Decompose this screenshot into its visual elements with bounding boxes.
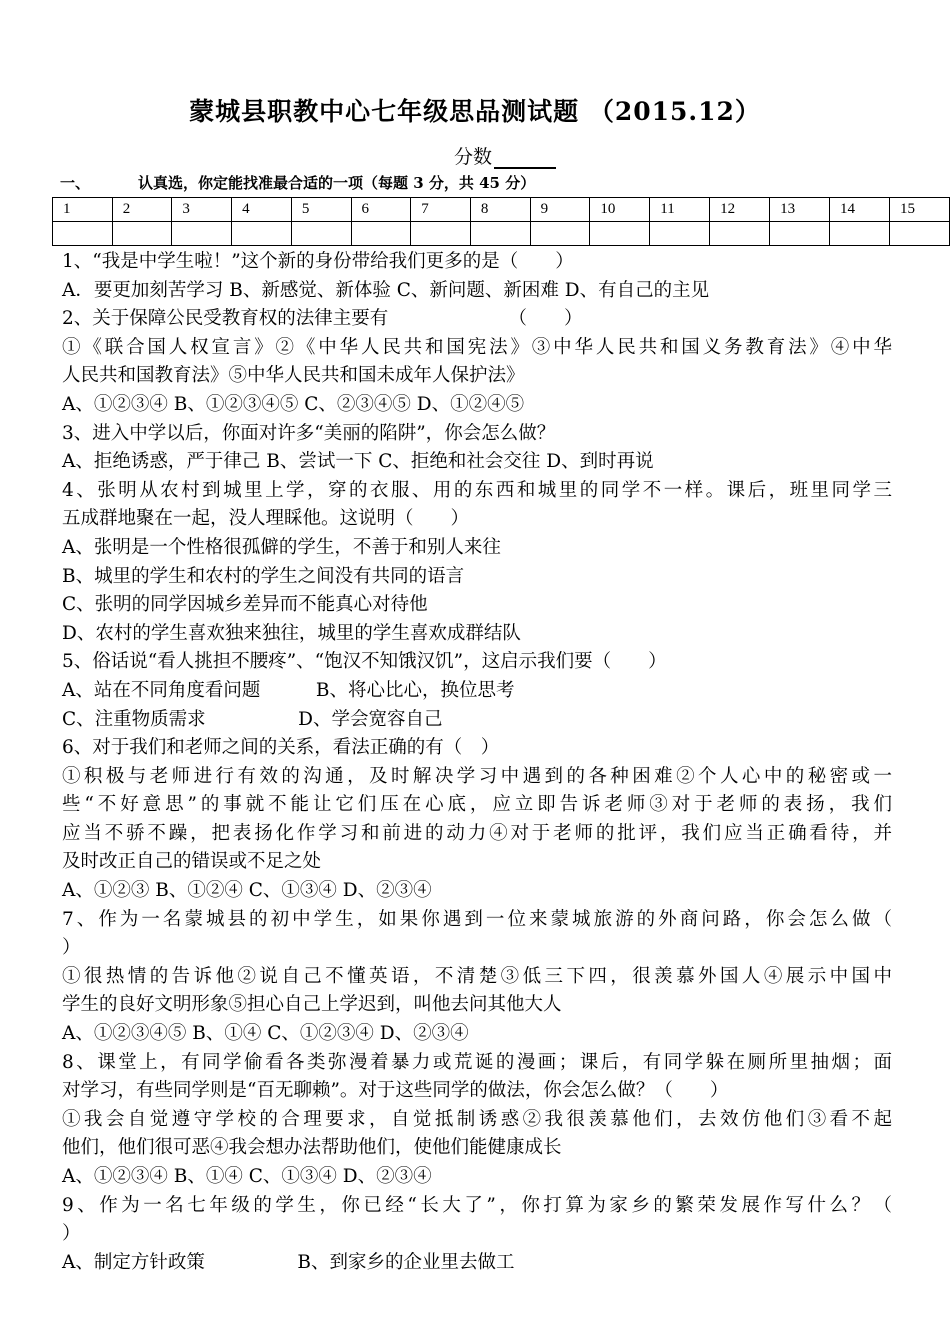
question-2-stem: 2、关于保障公民受教育权的法律主要有 （ ） [62,308,583,330]
answer-grid-header: 14 [830,198,890,222]
answer-grid-header: 2 [112,198,172,222]
answer-cell[interactable] [530,222,590,246]
question-3-stem: 3、进入中学以后，你面对许多“美丽的陷阱”，你会怎么做？ [62,422,556,444]
answer-grid-header: 11 [650,198,710,222]
question-6-stem: 6、对于我们和老师之间的关系，看法正确的有（ ） [62,737,500,759]
answer-cell[interactable] [770,222,830,246]
answer-cell[interactable] [470,222,530,246]
answer-cell[interactable] [291,222,351,246]
question-2-options: A、①②③④ B、①②③④⑤ C、②③④⑤ D、①②④⑤ [62,393,525,415]
section-instruction: 认真选，你定能找准最合适的一项（每题 3 分，共 45 分） [138,174,536,192]
answer-cell[interactable] [172,222,232,246]
question-1-options: A．要更加刻苦学习 B、新感觉、新体验 C、新问题、新困难 D、有自己的主见 [62,279,710,301]
question-5-options-ab: A、站在不同角度看问题 B、将心比心，换位思考 [62,679,515,701]
section-number: 一、 [60,174,91,192]
question-4-option-b: B、城里的学生和农村的学生之间没有共同的语言 [62,565,465,587]
answer-grid-header: 4 [232,198,292,222]
question-8-stem-cont: 对学习，有些同学则是“百无聊赖”。对于这些同学的做法，你会怎么做？（ ） [62,1080,729,1102]
answer-grid-header: 3 [172,198,232,222]
question-8-statements-cont: 他们，他们很可恶④我会想办法帮助他们，使他们能健康成长 [62,1137,562,1159]
answer-grid-header: 10 [590,198,650,222]
question-2-statements: ①《联合国人权宣言》②《中华人民共和国宪法》③中华人民共和国义务教育法》④中华 [62,336,892,358]
answer-grid-header: 15 [889,198,949,222]
answer-cell[interactable] [650,222,710,246]
score-field [454,142,556,169]
answer-grid-header: 6 [351,198,411,222]
question-6-statements: ①积极与老师进行有效的沟通，及时解决学习中遇到的各种困难②个人心中的秘密或一 [62,765,892,787]
question-7-stem-cont: ） [62,937,81,959]
question-body [62,248,892,1277]
answer-cell[interactable] [590,222,650,246]
question-3-options: A、拒绝诱惑，严于律己 B、尝试一下 C、拒绝和社会交往 D、到时再说 [62,451,654,473]
answer-grid [52,197,950,246]
answer-grid-header: 13 [770,198,830,222]
answer-cell[interactable] [830,222,890,246]
question-4-stem: 4、张明从农村到城里上学，穿的衣服、用的东西和城里的同学不一样。课后，班里同学三 [62,479,892,501]
answer-grid-header: 5 [291,198,351,222]
question-5-options-cd: C、注重物质需求 D、学会宽容自己 [62,708,443,730]
score-blank[interactable] [494,148,556,169]
question-8-statements: ①我会自觉遵守学校的合理要求，自觉抵制诱惑②我很羡慕他们，去效仿他们③看不起 [62,1108,892,1130]
page-title: 蒙城县职教中心七年级思品测试题 （2015.12） [189,97,761,126]
question-8-options: A、①②③④ B、①④ C、①③④ D、②③④ [62,1166,432,1187]
answer-grid-header: 7 [411,198,471,222]
answer-grid-header: 8 [470,198,530,222]
section-heading [60,172,535,193]
question-6-statements-cont: 些“不好意思”的事就不能让它们压在心底，应立即告诉老师③对于老师的表扬，我们 [62,794,892,816]
question-6-statements-cont: 应当不骄不躁，把表扬化作学习和前进的动力④对于老师的批评，我们应当正确看待，并 [62,822,892,844]
answer-cell[interactable] [710,222,770,246]
answer-grid-header-row [53,198,950,222]
answer-cell[interactable] [889,222,949,246]
answer-cell[interactable] [411,222,471,246]
answer-cell[interactable] [232,222,292,246]
question-4-option-d: D、农村的学生喜欢独来独往，城里的学生喜欢成群结队 [62,622,521,644]
question-8-stem: 8、课堂上，有同学偷看各类弥漫着暴力或荒诞的漫画；课后，有同学躲在厕所里抽烟；面 [62,1051,892,1073]
question-6-options: A、①②③ B、①②④ C、①③④ D、②③④ [62,880,432,902]
question-1-stem: 1、“我是中学生啦！”这个新的身份带给我们更多的是（ ） [62,251,574,272]
question-5-stem: 5、俗话说“看人挑担不腰疼”、“饱汉不知饿汉饥”，这启示我们要（ ） [62,651,667,673]
question-9-stem-cont: ） [62,1223,81,1245]
question-4-option-c: C、张明的同学因城乡差异而不能真心对待他 [62,594,428,616]
answer-cell[interactable] [351,222,411,246]
score-label: 分数 [454,146,493,168]
answer-grid-header: 12 [710,198,770,222]
answer-cell[interactable] [53,222,113,246]
question-6-statements-cont: 及时改正自己的错误或不足之处 [62,851,322,873]
answer-grid-header: 9 [530,198,590,222]
question-7-stem: 7、作为一名蒙城县的初中学生，如果你遇到一位来蒙城旅游的外商问路，你会怎么做（ [62,908,892,930]
question-4-option-a: A、张明是一个性格很孤僻的学生，不善于和别人来往 [62,536,501,558]
question-9-options: A、制定方针政策 B、到家乡的企业里去做工 [62,1251,515,1273]
answer-cell[interactable] [112,222,172,246]
question-4-stem-cont: 五成群地聚在一起，没人理睬他。这说明（ ） [62,508,470,530]
question-2-statements-cont: 人民共和国教育法》⑤中华人民共和国未成年人保护法》 [62,365,525,387]
question-7-options: A、①②③④⑤ B、①④ C、①②③④ D、②③④ [62,1023,469,1045]
question-9-stem: 9、作为一名七年级的学生，你已经“长大了”，你打算为家乡的繁荣发展作写什么？（ [62,1194,892,1216]
answer-grid-header: 1 [53,198,113,222]
question-7-statements: ①很热情的告诉他②说自己不懂英语，不清楚③低三下四，很羡慕外国人④展示中国中 [62,965,892,987]
answer-grid-answer-row [53,222,950,246]
question-7-statements-cont: 学生的良好文明形象⑤担心自己上学迟到，叫他去问其他大人 [62,994,562,1016]
